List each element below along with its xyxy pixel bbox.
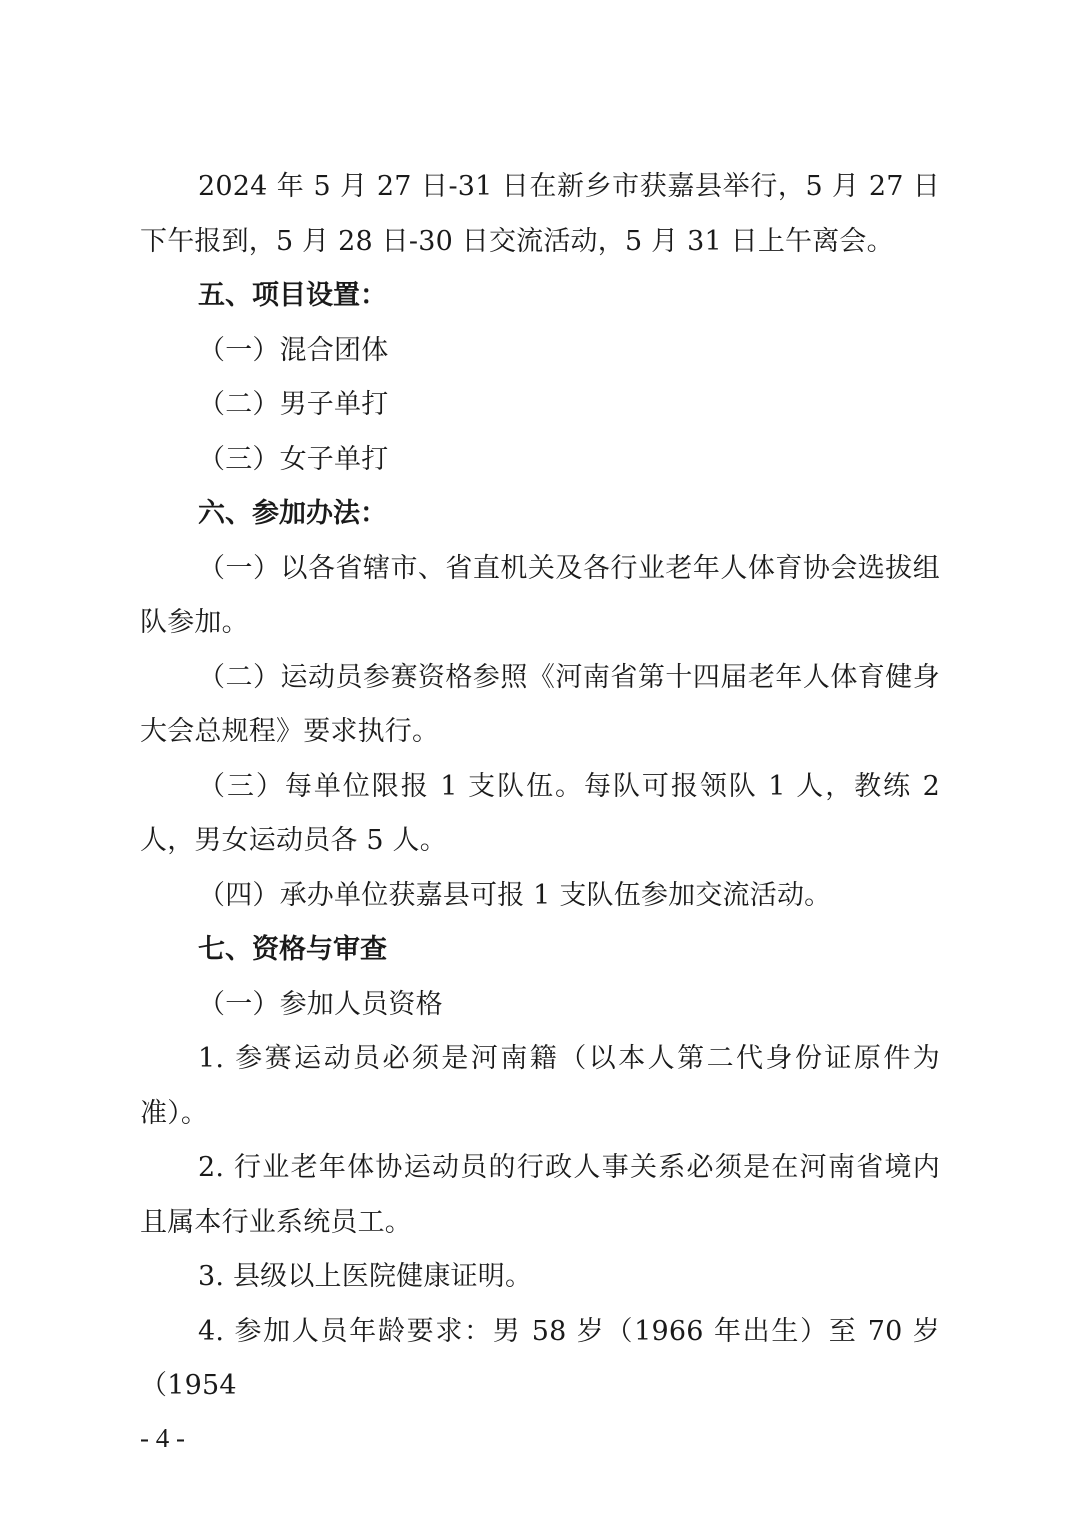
paragraph-participation-4: （四）承办单位获嘉县可报 1 支队伍参加交流活动。 <box>198 879 832 911</box>
paragraph-participation-1: （一）以各省辖市、省直机关及各行业老年人体育协会选拔组队参加。 <box>140 552 940 638</box>
page-number: - 4 - <box>140 1423 185 1453</box>
paragraph-qualification-1: 1. 参赛运动员必须是河南籍（以本人第二代身份证原件为准）。 <box>140 1043 940 1129</box>
heading-qualification: 七、资格与审查 <box>198 934 387 965</box>
item-mixed-team: （一）混合团体 <box>198 334 389 366</box>
heading-project-setup: 五、项目设置： <box>198 280 387 311</box>
paragraph-qualification-3: 3. 县级以上医院健康证明。 <box>198 1261 533 1292</box>
paragraph-qualification-title: （一）参加人员资格 <box>198 988 443 1020</box>
document-body <box>140 160 940 1414</box>
paragraph-participation-2: （二）运动员参赛资格参照《河南省第十四届老年人体育健身大会总规程》要求执行。 <box>140 661 940 747</box>
paragraph-qualification-4: 4. 参加人员年龄要求：男 58 岁（1966 年出生）至 70 岁（1954 <box>140 1315 940 1401</box>
item-womens-singles: （三）女子单打 <box>198 443 389 475</box>
item-mens-singles: （二）男子单打 <box>198 389 389 420</box>
paragraph-qualification-2: 2. 行业老年体协运动员的行政人事关系必须是在河南省境内且属本行业系统员工。 <box>140 1152 940 1238</box>
paragraph-participation-3: （三）每单位限报 1 支队伍。每队可报领队 1 人，教练 2 人，男女运动员各 5 人。 <box>140 770 940 856</box>
heading-participation: 六、参加办法： <box>198 498 387 529</box>
paragraph-schedule: 2024 年 5 月 27 日-31 日在新乡市获嘉县举行，5 月 27 日下午报到，5 月 28 日-30 日交流活动，5 月 31 日上午离会。 <box>140 171 940 257</box>
